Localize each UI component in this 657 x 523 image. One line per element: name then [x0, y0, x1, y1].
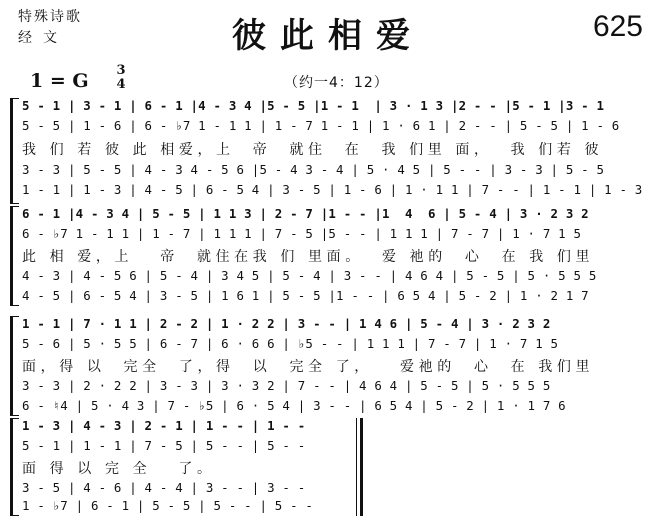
- final-barline-thick: [360, 418, 363, 516]
- category-line-2: 经文: [18, 30, 68, 46]
- lyrics-line: 面，得 以 完全 了，得 以 完全 了， 爱祂的 心 在 我们里: [22, 359, 595, 375]
- soprano-line: 5 - 1 | 3 - 1 | 6 - 1 |4 - 3 4 |5 - 5 |1 - 1 | 3 · 1 3 |2 - - |5 - 1 |3 - 1: [22, 98, 605, 113]
- key-signature: 1 = G: [30, 70, 89, 92]
- time-signature-top: 3: [116, 63, 126, 78]
- alto-line: 6 - ♭7 1 - 1 1 | 1 - 7 | 1 1 1 | 7 - 5 |5 - - | 1 1 1 | 7 - 7 | 1 · 7 1 5: [22, 226, 582, 241]
- tenor-line: 4 - 3 | 4 - 5 6 | 5 - 4 | 3 4 5 | 5 - 4 | 3 - - | 4 6 4 | 5 - 5 | 5 · 5 5 5: [22, 268, 597, 283]
- alto-line: 5 - 6 | 5 · 5 5 | 6 - 7 | 6 · 6 6 | ♭5 - - | 1 1 1 | 7 - 7 | 1 · 7 1 5: [22, 336, 559, 351]
- lyrics-line: 面 得 以 完 全 了。: [22, 461, 216, 477]
- song-number: 625: [592, 10, 643, 43]
- time-signature: [114, 64, 128, 92]
- lyrics-line: 我 们 若 彼 此 相爱，上 帝 就住 在 我 们里 面， 我 们若 彼: [22, 142, 604, 158]
- bass-line: 1 - ♭7 | 6 - 1 | 5 - 5 | 5 - - | 5 - -: [22, 498, 314, 513]
- music-system-3: [10, 316, 650, 416]
- music-system-1: [10, 98, 650, 204]
- music-system-2: [10, 206, 650, 306]
- tenor-line: 3 - 3 | 5 - 5 | 4 - 3 4 - 5 6 |5 - 4 3 - 4 | 5 · 4 5 | 5 - - | 3 - 3 | 5 - 5: [22, 162, 605, 177]
- final-barline-thin: [356, 418, 357, 516]
- soprano-line: 6 - 1 |4 - 3 4 | 5 - 5 | 1 1 3 | 2 - 7 |1 - - |1 4 6 | 5 - 4 | 3 · 2 3 2: [22, 206, 589, 221]
- system-bracket: [10, 98, 19, 204]
- music-system-4: [10, 418, 370, 516]
- song-title: 彼此相爱: [232, 16, 424, 56]
- bass-line: 6 - ♮4 | 5 · 4 3 | 7 - ♭5 | 6 · 5 4 | 3 - - | 6 5 4 | 5 - 2 | 1 · 1 7 6: [22, 398, 566, 413]
- category-line-1: 特殊诗歌: [18, 9, 82, 25]
- tenor-line: 3 - 5 | 4 - 6 | 4 - 4 | 3 - - | 3 - -: [22, 480, 306, 495]
- time-signature-bottom: 4: [116, 77, 126, 92]
- alto-line: 5 - 5 | 1 - 6 | 6 - ♭7 1 - 1 1 | 1 - 7 1 - 1 | 1 · 6 1 | 2 - - | 5 - 5 | 1 - 6: [22, 118, 620, 133]
- system-bracket: [10, 418, 19, 516]
- bass-line: 4 - 5 | 6 - 5 4 | 3 - 5 | 1 6 1 | 5 - 5 |1 - - | 6 5 4 | 5 - 2 | 1 · 2 1 7: [22, 288, 589, 303]
- bass-line: 1 - 1 | 1 - 3 | 4 - 5 | 6 - 5 4 | 3 - 5 | 1 - 6 | 1 · 1 1 | 7 - - | 1 - 1 | 1 - 3: [22, 182, 643, 197]
- soprano-line: 1 - 1 | 7 · 1 1 | 2 - 2 | 1 · 2 2 | 3 - - | 1 4 6 | 5 - 4 | 3 · 2 3 2: [22, 316, 551, 331]
- system-bracket: [10, 206, 19, 306]
- soprano-line: 1 - 3 | 4 - 3 | 2 - 1 | 1 - - | 1 - -: [22, 418, 306, 433]
- scripture-reference: （约一4：12）: [284, 75, 389, 91]
- lyrics-line: 此 相 爱，上 帝 就住在我 们 里面。 爱 祂的 心 在 我 们里: [22, 249, 595, 265]
- alto-line: 5 - 1 | 1 - 1 | 7 - 5 | 5 - - | 5 - -: [22, 438, 306, 453]
- system-bracket: [10, 316, 19, 416]
- category-label: [18, 6, 82, 47]
- tenor-line: 3 - 3 | 2 · 2 2 | 3 - 3 | 3 · 3 2 | 7 - - | 4 6 4 | 5 - 5 | 5 · 5 5 5: [22, 378, 551, 393]
